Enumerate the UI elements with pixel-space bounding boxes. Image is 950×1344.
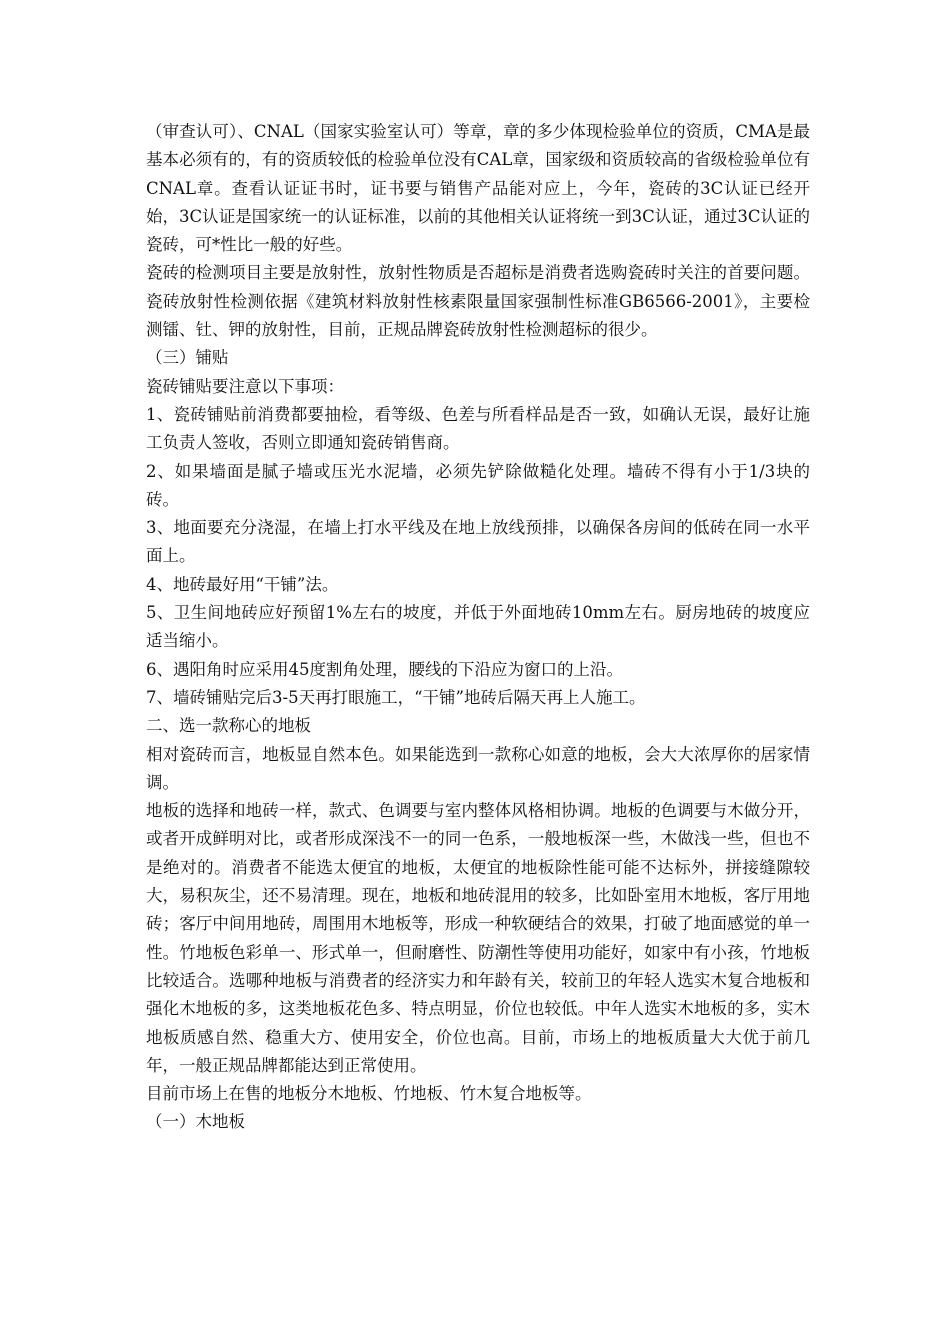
paragraph-flooring-types: 目前市场上在售的地板分木地板、竹地板、竹木复合地板等。	[146, 1084, 592, 1104]
paragraph-tiling-intro: 瓷砖铺贴要注意以下事项：	[146, 376, 344, 396]
heading-wood-flooring: （一）木地板	[146, 1112, 245, 1132]
paragraph-flooring-selection: 地板的选择和地砖一样，款式、色调要与室内整体风格相协调。地板的色调要与木做分开，或者开成鲜明对比，或者形成深浅不一的同一色系，一般地板深一些，木做浅一些，但也不是绝对的。消费者不能选太便宜的地板，太便宜的地板除性能可能不达标外，拼接缝隙较大，易积灰尘，还不易清理。现在，地板和地砖混用的较多，比如卧室用木地板，客厅用地砖；客厅中间用地砖，周围用木地板等，形成一种软硬结合的效果，打破了地面感觉的单一性。竹地板色彩单一、形式单一，但耐磨性、防潮性等使用功能好，如家中有小孩，竹地板比较适合。选哪种地板与消费者的经济实力和年龄有关，较前卫的年轻人选实木复合地板和强化木地板的多，这类地板花色多、特点明显，价位也较低。中年人选实木地板的多，实木地板质感自然、稳重大方、使用安全，价位也高。目前，市场上的地板质量大大优于前几年，一般正规品牌都能达到正常使用。	[146, 801, 810, 1075]
list-item-5: 5、卫生间地砖应好预留1%左右的坡度，并低于外面地砖10mm左右。厨房地砖的坡度应适当缩小。	[146, 603, 810, 651]
list-item-1: 1、瓷砖铺贴前消费都要抽检，看等级、色差与所看样品是否一致，如确认无误，最好让施工负责人签收，否则立即通知瓷砖销售商。	[146, 404, 810, 453]
list-item-2: 2、如果墙面是腻子墙或压光水泥墙，必须先铲除做糙化处理。墙砖不得有小于1/3块的砖。	[146, 461, 810, 509]
document-body	[146, 118, 810, 1137]
paragraph-certification: （审查认可）、CNAL（国家实验室认可）等章，章的多少体现检验单位的资质，CMA是最基本必须有的，有的资质较低的检验单位没有CAL章，国家级和资质较高的省级检验单位有CNAL章。查看认证证书时，证书要与销售产品能对应上，今年，瓷砖的3C认证已经开始，3C认证是国家统一的认证标准，以前的其他相关认证将统一到3C认证，通过3C认证的瓷砖，可*性比一般的好些。	[146, 122, 810, 255]
paragraph-radioactivity: 瓷砖的检测项目主要是放射性，放射性物质是否超标是消费者选购瓷砖时关注的首要问题。瓷砖放射性检测依据《建筑材料放射性核素限量国家强制性标准GB6566-2001》，主要检测镭、钍、钾的放射性，目前，正规品牌瓷砖放射性检测超标的很少。	[146, 263, 810, 340]
list-item-4: 4、地砖最好用“干铺”法。	[146, 574, 339, 594]
list-item-7: 7、墙砖铺贴完后3-5天再打眼施工，“干铺”地砖后隔天再上人施工。	[146, 687, 646, 707]
heading-flooring: 二、选一款称心的地板	[146, 716, 311, 736]
list-item-3: 3、地面要充分浇湿，在墙上打水平线及在地上放线预排，以确保各房间的低砖在同一水平面上。	[146, 518, 810, 566]
list-item-6: 6、遇阳角时应采用45度割角处理，腰线的下沿应为窗口的上沿。	[146, 659, 623, 679]
heading-tiling: （三）铺贴	[146, 348, 229, 368]
paragraph-flooring-intro: 相对瓷砖而言，地板显自然本色。如果能选到一款称心如意的地板，会大大浓厚你的居家情调。	[146, 744, 810, 792]
